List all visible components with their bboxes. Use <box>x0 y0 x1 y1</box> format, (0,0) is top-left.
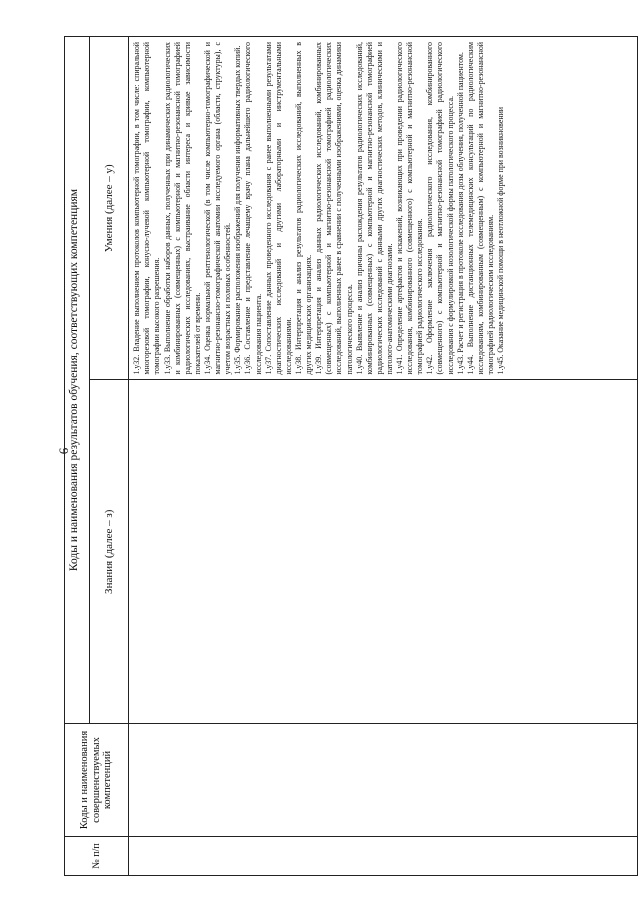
cell-num <box>129 837 638 876</box>
skill-item: 1.у43. Расчет и регистрация в протоколе исследования дозы облучения, полученной пациентом. <box>455 52 465 375</box>
header-knowledge: Знания (далее – з) <box>90 380 129 724</box>
skill-item: 1.у36. Составление и представление лечащему врачу плана дальнейшего радиологического исследования пациента. <box>243 42 263 375</box>
cell-skills <box>129 37 638 381</box>
skill-item: 1.у41. Определение артефактов и искажений, возникающих при проведении радиологического исследования, комбинированного (совмещенного) с компьютерной и магнитно-резонансной томографией радиологического исследования. <box>395 42 425 375</box>
skill-item: 1.у45. Оказание медицинской помощи в неотложной форме при возникновении <box>496 106 506 375</box>
cell-knowledge <box>129 380 638 724</box>
header-skills: Умения (далее – у) <box>90 37 129 381</box>
header-row-1 <box>65 37 90 876</box>
header-num: № п/п <box>65 837 129 876</box>
skill-item: 1.у39. Интерпретация и анализ данных радиологических исследований, комбинированных (совмещенных) с компьютерной и магнитно-резонансной томографией радиологических исследований, выполненных ранее в сравнении с полученными изображениями, оценка динамики патологического процесса. <box>314 42 354 375</box>
skill-item: 1.у40. Выявление и анализ причины расхождения результатов радиологических исследований, комбинированных (совмещенных) с компьютерной и магнитно-резонансной томографией радиологических исследований с данными других диагностических методов, клиническими и патолого-анатомическими диагнозами. <box>354 42 394 375</box>
cell-codes <box>129 724 638 837</box>
skill-item: 1.у44. Выполнение дистанционных телемедицинских консультаций по радиологическим исследованиям, комбинированным (совмещенным) с компьютерной и магнитно-резонансной томографией радиологическим исследованиям. <box>465 42 496 375</box>
skill-item: 1.у35. Формирование расположения изображений для получения информативных твердых копий. <box>233 45 243 375</box>
rotated-table-sheet <box>64 36 638 876</box>
skill-item: 1.у32. Владение выполнением протоколов компьютерной томографии, в том числе: спиральной многорезовой томографии, конусно-лучевой компьютерной томографии, компьютерной томографии высокого разрешения. <box>132 42 162 375</box>
page-number: 6 <box>56 447 71 455</box>
skill-item: 1.у38. Интерпретация и анализ результатов радиологических исследований, выполненных в других медицинских организациях. <box>293 42 314 375</box>
skill-item: 1.у42. Оформление заключения радиологического исследования, комбинированного (совмещенного) с компьютерной и магнитно-резонансной томографией радиологического исследования с формулировкой нозологической формы патологического процесса. <box>425 42 455 375</box>
header-codes: Коды и наименования совершенствуемых компетенций <box>65 724 129 837</box>
header-results: Коды и наименования результатов обучения, соответствующих компетенциям <box>65 37 90 724</box>
skill-item: 1.у33. Выполнение обработки наборов данных, полученных при динамических радиологических и комбинированных (совмещенных) с компьютерной и магнитно-резонансной томографией радиологических исследованиях, выстраивание области интереса и кривые зависимости показателей от времени. <box>162 42 202 375</box>
skill-item: 1.у37. Сопоставление данных проведенного исследования с ранее выполненными результатами диагностических исследований и другими лабораторными и инструментальными исследованиями. <box>263 42 293 375</box>
table-row <box>129 37 638 876</box>
skill-item: 1.у34. Оценка нормальной рентгенологической (в том числе компьютерно-томографической и магнитно-резонансно-томографической анатомии исследуемого органа (области, структуры), с учетом возрастных и половых особенностей. <box>202 42 233 375</box>
competencies-table <box>64 36 638 876</box>
